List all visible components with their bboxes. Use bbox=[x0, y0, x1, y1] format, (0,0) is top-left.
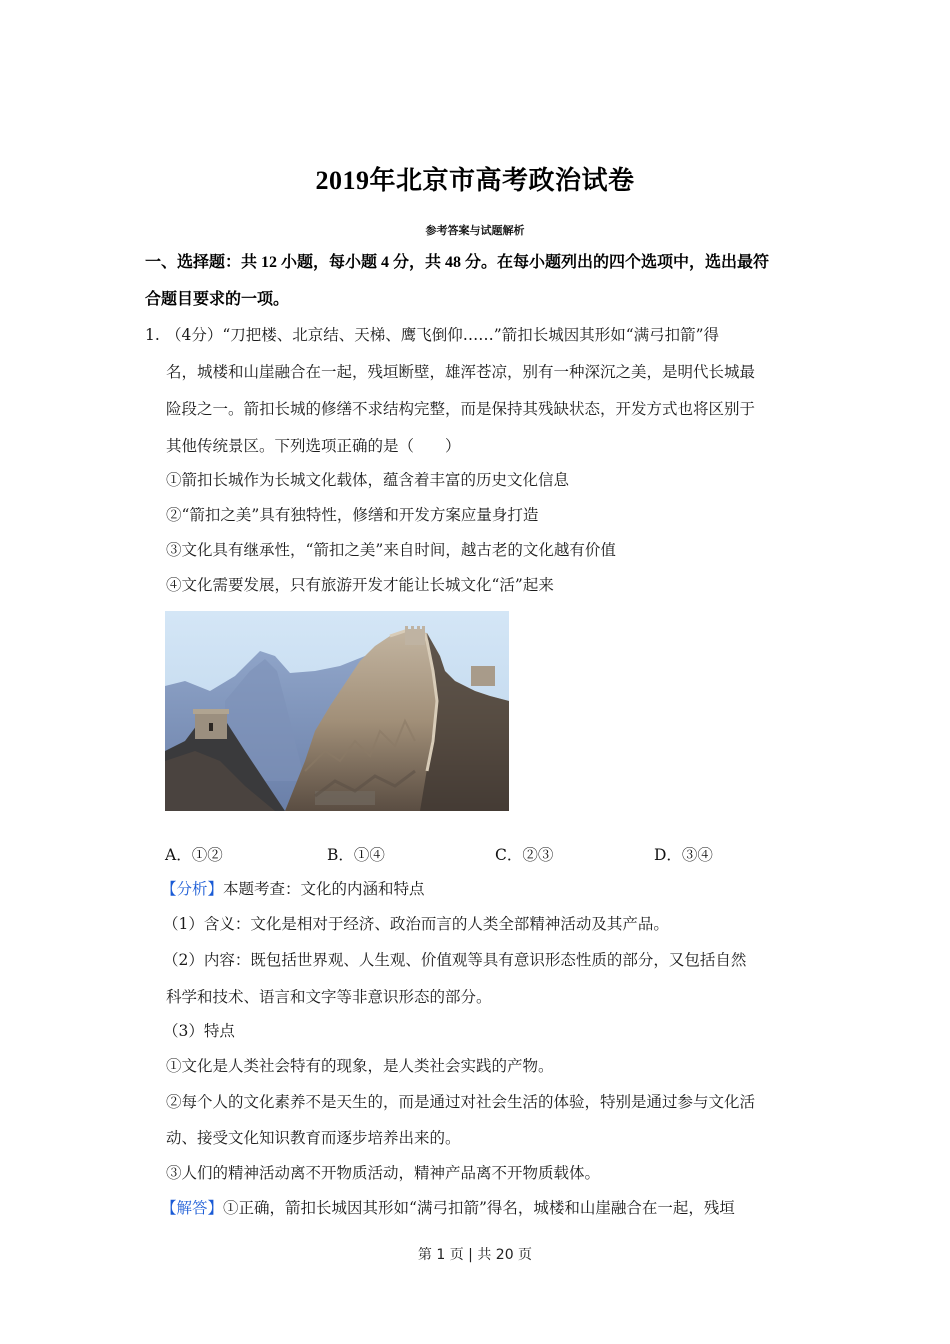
option-a[interactable]: A．①② bbox=[165, 846, 223, 864]
answer-text: ①正确，箭扣长城因其形如“满弓扣箭”得名，城楼和山崖融合在一起，残垣 bbox=[223, 1199, 735, 1217]
section-heading-line-1: 一、选择题：共 12 小题，每小题 4 分，共 48 分。在每小题列出的四个选项中，选出最符 bbox=[145, 254, 770, 271]
section-heading-line-2: 合题目要求的一项。 bbox=[145, 291, 290, 308]
page-footer: 第 1 页 | 共 20 页 bbox=[417, 1247, 533, 1263]
analysis-line-6: ②每个人的文化素养不是天生的，而是通过对社会生活的体验，特别是通过参与文化活 bbox=[166, 1093, 756, 1111]
analysis-line-5: ①文化是人类社会特有的现象，是人类社会实践的产物。 bbox=[166, 1057, 554, 1075]
answer-line bbox=[161, 1198, 735, 1218]
analysis-line-2: （2）内容：既包括世界观、人生观、价值观等具有意识形态性质的部分，又包括自然 bbox=[163, 951, 747, 969]
statement-2: ②“箭扣之美”具有独特性，修缮和开发方案应量身打造 bbox=[166, 506, 539, 524]
page-subtitle: 参考答案与试题解析 bbox=[425, 224, 525, 237]
option-b[interactable]: B．①④ bbox=[327, 846, 385, 864]
answer-tag: 【解答】 bbox=[161, 1199, 224, 1217]
analysis-line-4: （3）特点 bbox=[163, 1022, 235, 1040]
analysis-line-8: ③人们的精神活动离不开物质活动，精神产品离不开物质载体。 bbox=[166, 1164, 601, 1182]
question-stem-line-3: 险段之一。箭扣长城的修缮不求结构完整，而是保持其残缺状态，开发方式也将区别于 bbox=[166, 400, 756, 418]
page-title: 2019年北京市高考政治试卷 bbox=[315, 166, 635, 195]
analysis-intro: 本题考查：文化的内涵和特点 bbox=[223, 880, 425, 898]
statement-3: ③文化具有继承性，“箭扣之美”来自时间，越古老的文化越有价值 bbox=[166, 541, 616, 559]
analysis-line-1: （1）含义：文化是相对于经济、政治而言的人类全部精神活动及其产品。 bbox=[163, 915, 669, 933]
option-c[interactable]: C．②③ bbox=[495, 846, 554, 864]
statement-1: ①箭扣长城作为长城文化载体，蕴含着丰富的历史文化信息 bbox=[166, 471, 570, 489]
analysis-line-3: 科学和技术、语言和文字等非意识形态的部分。 bbox=[166, 988, 492, 1006]
option-d[interactable]: D．③④ bbox=[654, 846, 713, 864]
question-number: 1. bbox=[145, 326, 160, 344]
question-stem-line-1: （4分）“刀把楼、北京结、天梯、鹰飞倒仰……”箭扣长城因其形如“满弓扣箭”得 bbox=[166, 326, 720, 344]
analysis-line-7: 动、接受文化知识教育而逐步培养出来的。 bbox=[166, 1129, 461, 1147]
analysis-tag: 【分析】 bbox=[161, 880, 224, 898]
statement-4: ④文化需要发展，只有旅游开发才能让长城文化“活”起来 bbox=[166, 576, 554, 594]
answer-options bbox=[165, 843, 765, 865]
question-stem-line-2: 名，城楼和山崖融合在一起，残垣断壁，雄浑苍凉，别有一种深沉之美，是明代长城最 bbox=[166, 363, 756, 381]
analysis-line bbox=[161, 879, 425, 899]
question-stem-line-4: 其他传统景区。下列选项正确的是（ ） bbox=[166, 437, 461, 455]
great-wall-photo bbox=[165, 611, 509, 811]
